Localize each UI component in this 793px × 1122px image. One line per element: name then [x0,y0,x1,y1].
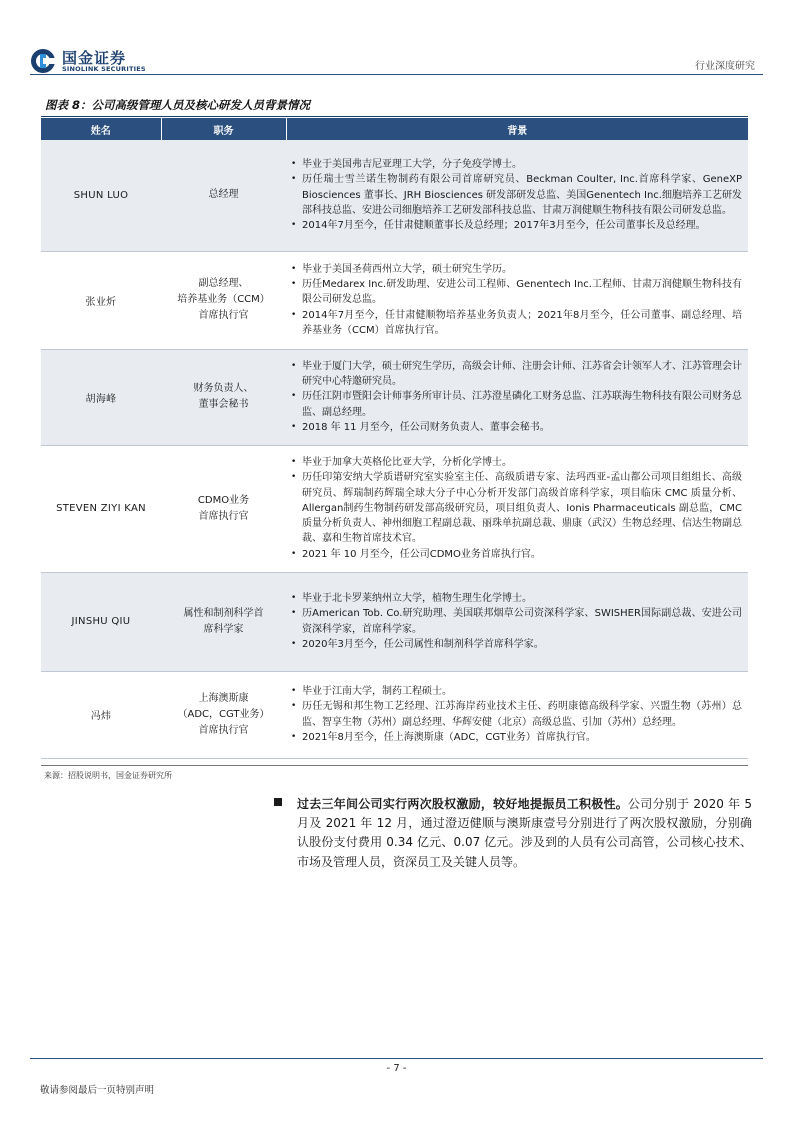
column-header-background: 背景 [286,118,748,140]
paragraph-lead: 过去三年间公司实行两次股权激励，较好地提振员工积极性。 [297,797,629,811]
person-background [286,445,748,572]
person-name: STEVEN ZIYI KAN [41,445,161,572]
person-background [286,349,748,445]
column-header-name: 姓名 [41,118,161,140]
square-bullet-icon [274,798,282,806]
person-background [286,251,748,349]
person-background [286,140,748,251]
page-number: - 7 - [386,1063,407,1074]
role-line: （ADC，CGT业务） [177,708,270,720]
person-name: 张业炘 [41,251,161,349]
role-line: 属性和制剂科学首 [183,607,264,619]
source-divider [41,765,748,766]
role-line: 首席执行官 [198,310,249,321]
incentive-paragraph [297,795,752,872]
role-line: 首席执行官 [198,510,249,522]
background-item: • 历任Medarex Inc.研发助理、安进公司工程师、Genentech Inc.工程师、甘肃万润健顺生物科技有限公司研发总监。 [302,277,742,307]
background-item: • 历任无锡和邦生物工艺经理、江苏海岸药业技术主任、药明康德高级科学家、兴盟生物（苏州）总监、智享生物（苏州）副总经理、华辉安健（北京）高级总监、引加（苏州）总经理。 [302,699,742,729]
person-name: SHUN LUO [41,140,161,251]
background-item: • 毕业于北卡罗莱纳州立大学，植物生理生化学博士。 [302,591,742,606]
figure-title: 图表 8：公司高级管理人员及核心研发人员背景情况 [45,98,311,112]
disclaimer-note: 敬请参阅最后一页特别声明 [40,1085,155,1096]
background-item: • 2018 年 11 月至今，任公司财务负责人、董事会秘书。 [302,420,742,435]
background-item: • 历任江阴市暨阳会计师事务所审计员、江苏澄星磷化工财务总监、江苏联海生物科技有限公司财务总监、副总经理。 [302,389,742,419]
person-role [161,671,286,758]
role-line: 上海澳斯康 [198,692,249,704]
role-line: 副总经理、 [198,278,249,289]
background-item: • 毕业于加拿大英格伦比亚大学，分析化学博士。 [302,455,742,470]
person-role [161,572,286,671]
table-row [41,572,748,671]
header-divider [30,74,763,75]
figure-title-rule [41,116,748,117]
paragraph-body: 公司分别于 2020 年 5 月及 2021 年 12 月，通过澄迈健顺与澳斯康壹号分别进行了两次股权激励，分别确认股份支付费用 0.34 亿元、0.07 亿元。涉及到的人员有公司高管，公司核心技术、市场及管理人员，资深员工及关键人员等。 [297,797,752,869]
role-line: 席科学家 [203,623,244,635]
background-item: • 毕业于美国弗吉尼亚理工大学，分子免疫学博士。 [302,157,742,172]
page-header [30,38,763,78]
role-line: 董事会秘书 [198,399,249,410]
background-item: • 毕业于美国圣荷西州立大学，硕士研究生学历。 [302,262,742,277]
background-item: • 2014年7月至今，任甘肃健顺董事长及总经理；2017年3月至今，任公司董事长及总经理。 [302,218,742,233]
table-header-row [41,118,748,140]
background-item: • 毕业于江南大学，制药工程硕士。 [302,684,742,699]
role-line: 总经理 [208,189,239,201]
table-row [41,140,748,251]
background-item: • 历American Tob. Co.研究助理、美国联邦烟草公司资深科学家、SWISHER国际副总裁、安进公司资深科学家，首席科学家。 [302,606,742,636]
person-name: 胡海峰 [41,349,161,445]
person-role [161,349,286,445]
logo-english-text: SINOLINK SECURITIES [62,65,146,73]
person-name: JINSHU QIU [41,572,161,671]
logo-chinese-text: 国金证券 [62,49,127,67]
person-background [286,671,748,758]
report-type-label: 行业深度研究 [695,61,755,72]
role-line: 培养基业务（CCM） [177,294,270,305]
management-background-table [41,118,748,759]
sinolink-logo-icon [30,48,56,74]
role-line: 首席执行官 [198,724,249,736]
table-row [41,349,748,445]
column-header-role: 职务 [161,118,286,140]
background-item: • 历任印第安纳大学质谱研究室实验室主任、高级质谱专家、法玛西亚-孟山都公司项目组组长、高级研究员、辉瑞制药辉瑞全球大分子中心分析开发部门高级首席科学家，项目临床 CMC 质量分析、Allergan制药生物制药研发部高级研究员，项目组负责人、Ionis Pharmaceuticals 副总监，CMC 质量分析负责人、神州细胞工程副总裁、丽珠单抗副总裁、鼎康（武汉）生物总经理、信达生物副总裁、嘉和生物首席技术官。 [302,470,742,546]
person-role [161,251,286,349]
background-item: • 历任瑞士雪兰诺生物制药有限公司首席研究员、Beckman Coulter, Inc.首席科学家、GeneXP Biosciences 董事长、JRH Biosciences 研发部研发总监、美国Genentech Inc.细胞培养工艺研发部科技总监、安进公司细胞培养工艺研发部科技总监、甘肃万润健顺生物科技有限公司研发总监。 [302,172,742,218]
person-name: 冯炜 [41,671,161,758]
background-item: • 2021 年 10 月至今，任公司CDMO业务首席执行官。 [302,547,742,562]
person-role [161,140,286,251]
background-item: • 2014年7月至今，任甘肃健顺物培养基业务负责人；2021年8月至今，任公司董事、副总经理、培养基业务（CCM）首席执行官。 [302,308,742,338]
footer-divider [30,1058,763,1059]
figure-source: 来源：招股说明书，国金证券研究所 [44,771,172,780]
table-row [41,445,748,572]
table-row [41,671,748,758]
background-item: • 2021年8月至今，任上海澳斯康（ADC，CGT业务）首席执行官。 [302,730,742,745]
person-background [286,572,748,671]
person-role [161,445,286,572]
background-item: • 2020年3月至今，任公司属性和制剂科学首席科学家。 [302,637,742,652]
role-line: 财务负责人、 [193,383,254,394]
role-line: CDMO业务 [197,494,250,506]
background-item: • 毕业于厦门大学，硕士研究生学历，高级会计师、注册会计师、江苏省会计领军人才、江苏管理会计研究中心特邀研究员。 [302,359,742,389]
table-row [41,251,748,349]
